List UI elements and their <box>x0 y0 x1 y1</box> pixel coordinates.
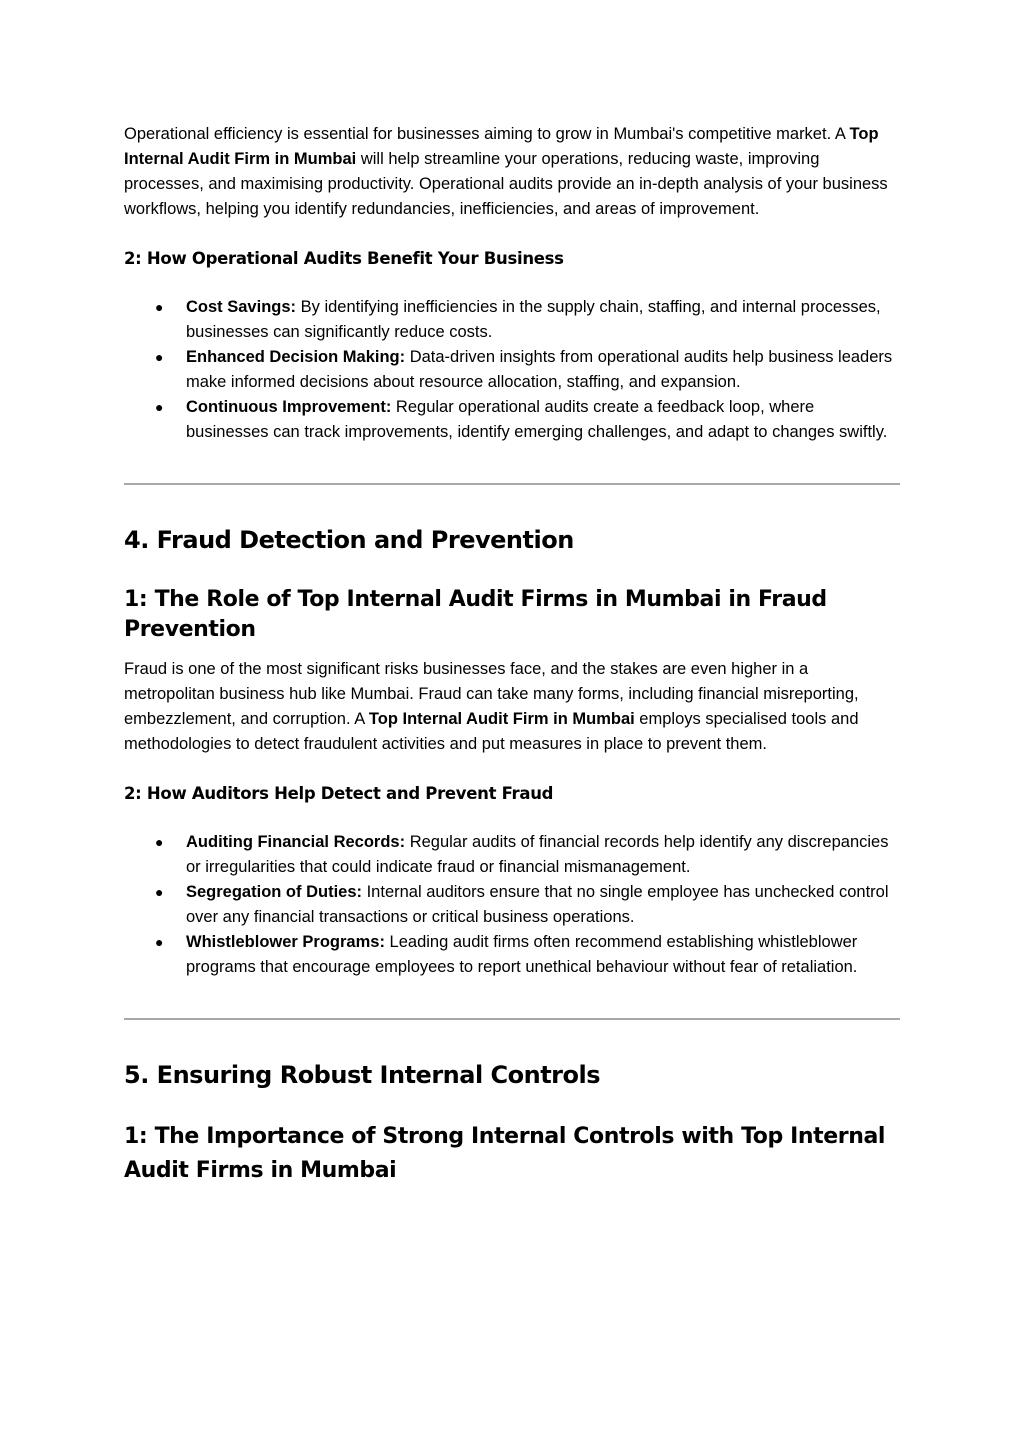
list-item <box>124 295 900 345</box>
list-item-text: Internal auditors ensure that no single employee has unchecked control over any financial transactions or critical business operations. <box>186 883 889 926</box>
bullet-icon: ● <box>155 399 164 415</box>
list-item-label: Auditing Financial Records: <box>186 833 406 851</box>
list-item <box>124 880 900 930</box>
intro-bold-firm-name: Top Internal Audit Firm in Mumbai <box>124 125 879 168</box>
heading-fraud-detection: 4. Fraud Detection and Prevention <box>124 526 574 554</box>
intro-text-2: will help streamline your operations, reducing waste, improving processes, and maximising productivity. Operational audits provide an in-depth analysis of your business workflows, helping you identify redundancies, inefficiencies, and areas of improvement. <box>124 150 888 218</box>
heading-importance-internal-controls: 1: The Importance of Strong Internal Controls with Top Internal Audit Firms in Mumbai <box>124 1124 886 1183</box>
intro-paragraph <box>124 122 900 222</box>
fraud-measures-list <box>124 830 900 980</box>
bullet-icon: ● <box>155 884 164 900</box>
bullet-icon: ● <box>155 349 164 365</box>
list-item-text: Data-driven insights from operational audits help business leaders make informed decisions about resource allocation, staffing, and expansion. <box>186 348 893 391</box>
heading-operational-audits-benefit: 2: How Operational Audits Benefit Your Business <box>124 249 564 268</box>
bullet-icon: ● <box>155 299 164 315</box>
intro-text-1: Operational efficiency is essential for businesses aiming to grow in Mumbai's competitive market. A <box>124 125 850 143</box>
heading-role-in-fraud-prevention: 1: The Role of Top Internal Audit Firms in Mumbai in Fraud Prevention <box>124 587 827 642</box>
list-item-label: Whistleblower Programs: <box>186 933 385 951</box>
list-item <box>124 930 900 980</box>
list-item <box>124 830 900 880</box>
list-item-text: Regular operational audits create a feedback loop, where businesses can track improvements, identify emerging challenges, and adapt to changes swiftly. <box>186 398 888 441</box>
list-item-text: By identifying inefficiencies in the supply chain, staffing, and internal processes, businesses can significantly reduce costs. <box>186 298 881 341</box>
heading-auditors-detect-fraud: 2: How Auditors Help Detect and Prevent Fraud <box>124 784 554 803</box>
document-content <box>124 122 900 1188</box>
fraud-paragraph <box>124 657 900 757</box>
list-item-label: Enhanced Decision Making: <box>186 348 406 366</box>
bullet-icon: ● <box>155 834 164 850</box>
fraud-text-1: Fraud is one of the most significant risks businesses face, and the stakes are even higher in a metropolitan business hub like Mumbai. Fraud can take many forms, including financial misreporting, embezzlement, and corruption. A <box>124 660 859 728</box>
list-item-label: Segregation of Duties: <box>186 883 363 901</box>
bullet-icon: ● <box>155 934 164 950</box>
list-item-text: Regular audits of financial records help identify any discrepancies or irregularities that could indicate fraud or financial mismanagement. <box>186 833 889 876</box>
benefits-list <box>124 295 900 445</box>
list-item-label: Cost Savings: <box>186 298 297 316</box>
list-item-text: Leading audit firms often recommend establishing whistleblower programs that encourage employees to report unethical behaviour without fear of retaliation. <box>186 933 858 976</box>
list-item-label: Continuous Improvement: <box>186 398 392 416</box>
heading-robust-internal-controls: 5. Ensuring Robust Internal Controls <box>124 1061 601 1089</box>
list-item <box>124 395 900 445</box>
list-item <box>124 345 900 395</box>
fraud-text-2: employs specialised tools and methodologies to detect fraudulent activities and put measures in place to prevent them. <box>124 710 859 753</box>
fraud-bold-firm-name: Top Internal Audit Firm in Mumbai <box>368 710 635 728</box>
